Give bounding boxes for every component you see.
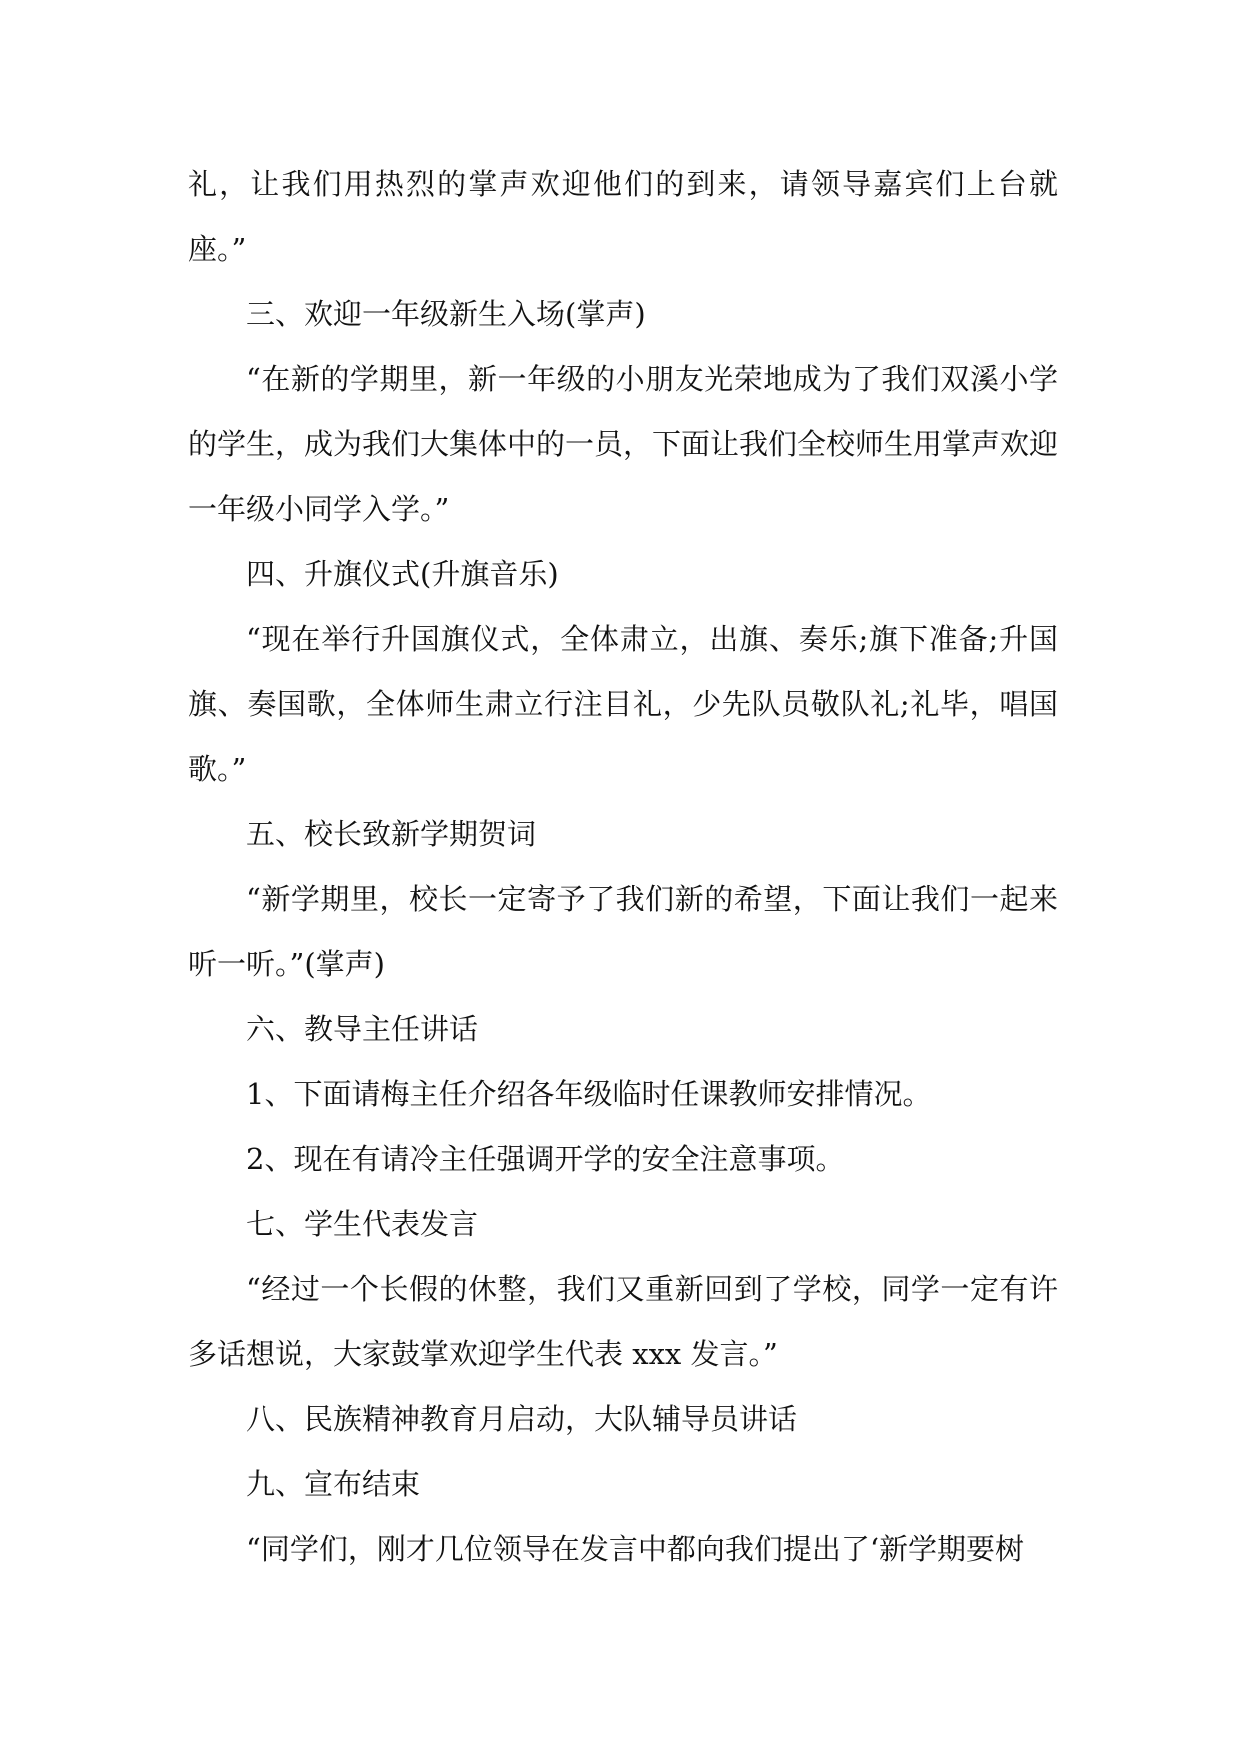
section-heading: 六、教导主任讲话: [246, 1012, 479, 1046]
section-heading: 八、民族精神教育月启动，大队辅导员讲话: [246, 1402, 798, 1436]
section-heading: 七、学生代表发言: [246, 1207, 479, 1241]
paragraph: “新学期里，校长一定寄予了我们新的希望，下面让我们一起来听一听。”(掌声): [188, 882, 1058, 981]
paragraph: “在新的学期里，新一年级的小朋友光荣地成为了我们双溪小学的学生，成为我们大集体中的一员，下面让我们全校师生用掌声欢迎一年级小同学入学。”: [188, 362, 1059, 526]
document-body: [188, 152, 1058, 1582]
paragraph: 礼，让我们用热烈的掌声欢迎他们的到来，请领导嘉宾们上台就座。”: [188, 167, 1058, 266]
paragraph: “现在举行升国旗仪式，全体肃立，出旗、奏乐;旗下准备;升国旗、奏国歌，全体师生肃立行注目礼，少先队员敬队礼;礼毕，唱国歌。”: [188, 622, 1058, 786]
paragraph: “经过一个长假的休整，我们又重新回到了学校，同学一定有许多话想说，大家鼓掌欢迎学生代表 xxx 发言。”: [188, 1272, 1058, 1371]
paragraph: “同学们，刚才几位领导在发言中都向我们提出了‘新学期要树: [246, 1532, 1025, 1566]
section-heading: 五、校长致新学期贺词: [246, 817, 537, 851]
section-heading: 四、升旗仪式(升旗音乐): [246, 557, 559, 591]
section-heading: 九、宣布结束: [246, 1467, 421, 1501]
section-heading: 三、欢迎一年级新生入场(掌声): [246, 297, 646, 331]
list-item: 2、现在有请冷主任强调开学的安全注意事项。: [246, 1142, 845, 1176]
list-item: 1、下面请梅主任介绍各年级临时任课教师安排情况。: [246, 1077, 932, 1111]
